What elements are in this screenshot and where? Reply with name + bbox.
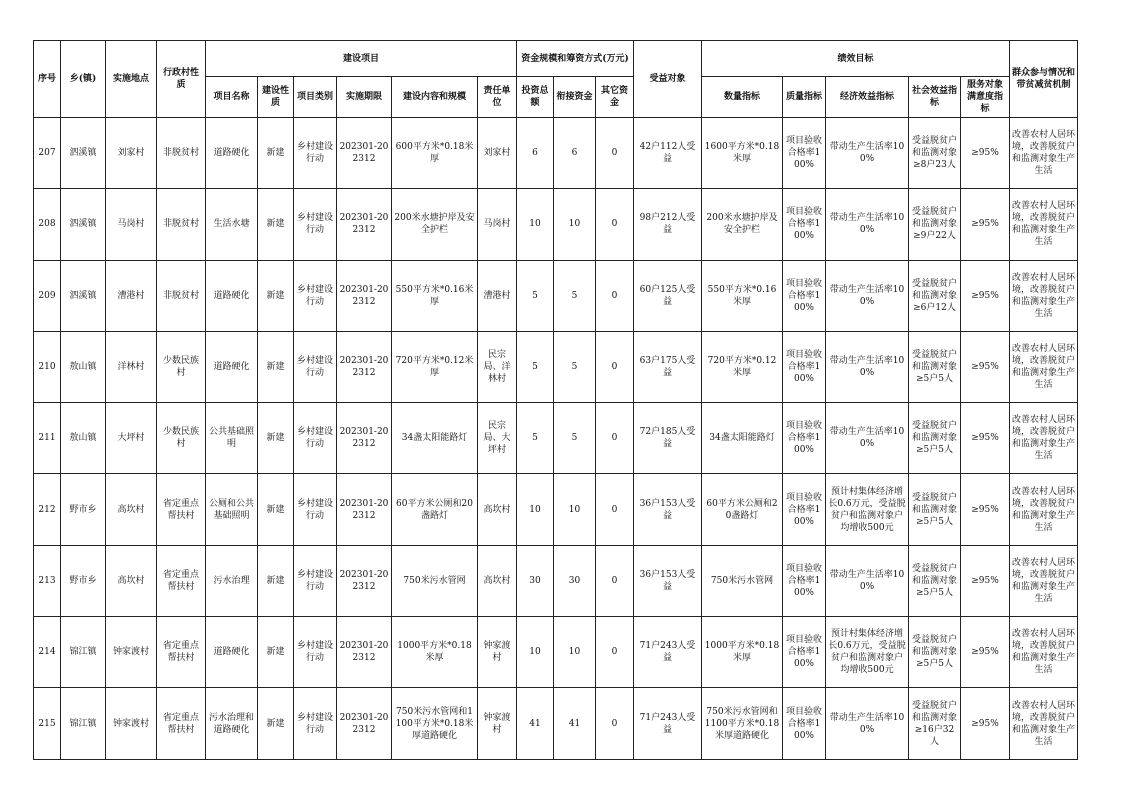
cell-linked-funds: 10 <box>554 474 596 545</box>
cell-responsible-unit: 高坎村 <box>478 545 517 616</box>
header-period: 实施期限 <box>337 77 392 118</box>
cell-content-scale: 34盏太阳能路灯 <box>392 403 478 474</box>
cell-project-name: 污水治理和道路硬化 <box>206 688 258 759</box>
cell-total-investment: 41 <box>517 688 554 759</box>
cell-quality-indicator: 项目验收合格率100% <box>783 118 826 189</box>
cell-site: 马岗村 <box>106 189 157 260</box>
cell-other-funds: 0 <box>596 118 634 189</box>
header-project-name: 项目名称 <box>206 77 258 118</box>
header-seq: 序号 <box>34 41 61 118</box>
cell-seq: 208 <box>34 189 61 260</box>
cell-linked-funds: 5 <box>554 403 596 474</box>
cell-content-scale: 600平方米*0.18米厚 <box>392 118 478 189</box>
header-funding: 资金规模和筹资方式(万元) <box>517 41 634 77</box>
cell-responsible-unit: 民宗局、大坪村 <box>478 403 517 474</box>
cell-satisfaction-indicator: ≥95% <box>961 617 1010 688</box>
cell-period: 202301-202312 <box>337 260 392 331</box>
cell-linked-funds: 5 <box>554 260 596 331</box>
cell-project-name: 公厕和公共基础照明 <box>206 474 258 545</box>
cell-project-name: 道路硬化 <box>206 118 258 189</box>
cell-period: 202301-202312 <box>337 474 392 545</box>
cell-beneficiary: 60户125人受益 <box>634 260 702 331</box>
cell-period: 202301-202312 <box>337 118 392 189</box>
cell-participation: 改善农村人居环境，改善脱贫户和监测对象生产生活 <box>1010 545 1078 616</box>
cell-project-name: 公共基础照明 <box>206 403 258 474</box>
cell-beneficiary: 98户212人受益 <box>634 189 702 260</box>
cell-linked-funds: 5 <box>554 331 596 402</box>
header-beneficiary: 受益对象 <box>634 41 702 118</box>
cell-quality-indicator: 项目验收合格率100% <box>783 189 826 260</box>
cell-quality-indicator: 项目验收合格率100% <box>783 403 826 474</box>
header-admin-nature: 行政村性质 <box>157 41 206 118</box>
cell-participation: 改善农村人居环境，改善脱贫户和监测对象生产生活 <box>1010 403 1078 474</box>
cell-other-funds: 0 <box>596 474 634 545</box>
cell-admin-nature: 非脱贫村 <box>157 260 206 331</box>
cell-township: 锦江镇 <box>61 617 106 688</box>
cell-quality-indicator: 项目验收合格率100% <box>783 617 826 688</box>
cell-period: 202301-202312 <box>337 403 392 474</box>
cell-project-name: 污水治理 <box>206 545 258 616</box>
cell-participation: 改善农村人居环境，改善脱贫户和监测对象生产生活 <box>1010 260 1078 331</box>
cell-seq: 213 <box>34 545 61 616</box>
cell-township: 野市乡 <box>61 474 106 545</box>
cell-responsible-unit: 高坎村 <box>478 474 517 545</box>
cell-beneficiary: 63户175人受益 <box>634 331 702 402</box>
cell-admin-nature: 少数民族村 <box>157 403 206 474</box>
cell-project-name: 道路硬化 <box>206 331 258 402</box>
cell-satisfaction-indicator: ≥95% <box>961 474 1010 545</box>
header-satisfaction-indicator: 服务对象满意度指标 <box>961 77 1010 118</box>
cell-participation: 改善农村人居环境，改善脱贫户和监测对象生产生活 <box>1010 617 1078 688</box>
cell-total-investment: 10 <box>517 189 554 260</box>
cell-participation: 改善农村人居环境，改善脱贫户和监测对象生产生活 <box>1010 118 1078 189</box>
cell-township: 敖山镇 <box>61 403 106 474</box>
header-other-funds: 其它资金 <box>596 77 634 118</box>
cell-economic-indicator: 带动生产生活率100% <box>826 545 909 616</box>
cell-build-nature: 新建 <box>258 617 294 688</box>
cell-participation: 改善农村人居环境，改善脱贫户和监测对象生产生活 <box>1010 688 1078 759</box>
cell-quantity-indicator: 34盏太阳能路灯 <box>702 403 783 474</box>
cell-township: 泗溪镇 <box>61 260 106 331</box>
cell-project-type: 乡村建设行动 <box>294 545 337 616</box>
cell-build-nature: 新建 <box>258 260 294 331</box>
cell-social-indicator: 受益脱贫户和监测对象≥5户5人 <box>909 545 961 616</box>
cell-build-nature: 新建 <box>258 118 294 189</box>
cell-quality-indicator: 项目验收合格率100% <box>783 545 826 616</box>
cell-responsible-unit: 马岗村 <box>478 189 517 260</box>
cell-seq: 210 <box>34 331 61 402</box>
cell-satisfaction-indicator: ≥95% <box>961 545 1010 616</box>
cell-social-indicator: 受益脱贫户和监测对象≥5户5人 <box>909 617 961 688</box>
cell-build-nature: 新建 <box>258 189 294 260</box>
cell-site: 洋林村 <box>106 331 157 402</box>
cell-township: 泗溪镇 <box>61 189 106 260</box>
cell-economic-indicator: 预计村集体经济增长0.6万元，受益脱贫户和监测对象户均增收500元 <box>826 474 909 545</box>
cell-content-scale: 60平方米公厕和20盏路灯 <box>392 474 478 545</box>
cell-admin-nature: 少数民族村 <box>157 331 206 402</box>
cell-responsible-unit: 刘家村 <box>478 118 517 189</box>
cell-beneficiary: 36户153人受益 <box>634 545 702 616</box>
cell-admin-nature: 非脱贫村 <box>157 189 206 260</box>
cell-build-nature: 新建 <box>258 474 294 545</box>
cell-other-funds: 0 <box>596 403 634 474</box>
cell-build-nature: 新建 <box>258 545 294 616</box>
header-economic-indicator: 经济效益指标 <box>826 77 909 118</box>
cell-township: 野市乡 <box>61 545 106 616</box>
cell-linked-funds: 10 <box>554 617 596 688</box>
header-participation: 群众参与情况和带贫减贫机制 <box>1010 41 1078 118</box>
cell-social-indicator: 受益脱贫户和监测对象≥5户5人 <box>909 331 961 402</box>
cell-content-scale: 750米污水管网 <box>392 545 478 616</box>
header-content-scale: 建设内容和规模 <box>392 77 478 118</box>
cell-site: 钟家渡村 <box>106 688 157 759</box>
cell-participation: 改善农村人居环境，改善脱贫户和监测对象生产生活 <box>1010 331 1078 402</box>
header-quality-indicator: 质量指标 <box>783 77 826 118</box>
cell-site: 钟家渡村 <box>106 617 157 688</box>
table-row <box>34 189 1078 260</box>
table-row <box>34 545 1078 616</box>
header-performance: 绩效目标 <box>702 41 1010 77</box>
cell-social-indicator: 受益脱贫户和监测对象≥9户22人 <box>909 189 961 260</box>
cell-other-funds: 0 <box>596 189 634 260</box>
cell-project-type: 乡村建设行动 <box>294 474 337 545</box>
cell-linked-funds: 30 <box>554 545 596 616</box>
cell-economic-indicator: 带动生产生活率100% <box>826 189 909 260</box>
table-row <box>34 118 1078 189</box>
cell-satisfaction-indicator: ≥95% <box>961 118 1010 189</box>
cell-period: 202301-202312 <box>337 331 392 402</box>
cell-quantity-indicator: 720平方米*0.12米厚 <box>702 331 783 402</box>
cell-responsible-unit: 钟家渡村 <box>478 688 517 759</box>
cell-total-investment: 5 <box>517 403 554 474</box>
cell-beneficiary: 71户243人受益 <box>634 617 702 688</box>
cell-quality-indicator: 项目验收合格率100% <box>783 474 826 545</box>
cell-quality-indicator: 项目验收合格率100% <box>783 260 826 331</box>
cell-participation: 改善农村人居环境，改善脱贫户和监测对象生产生活 <box>1010 189 1078 260</box>
cell-site: 刘家村 <box>106 118 157 189</box>
cell-admin-nature: 省定重点帮扶村 <box>157 688 206 759</box>
cell-seq: 209 <box>34 260 61 331</box>
cell-quality-indicator: 项目验收合格率100% <box>783 331 826 402</box>
cell-project-type: 乡村建设行动 <box>294 118 337 189</box>
cell-content-scale: 750米污水管网和1100平方米*0.18米厚道路硬化 <box>392 688 478 759</box>
header-township: 乡(镇) <box>61 41 106 118</box>
cell-content-scale: 550平方米*0.16米厚 <box>392 260 478 331</box>
table-row <box>34 688 1078 759</box>
cell-content-scale: 1000平方米*0.18米厚 <box>392 617 478 688</box>
cell-content-scale: 720平方米*0.12米厚 <box>392 331 478 402</box>
cell-township: 敖山镇 <box>61 331 106 402</box>
cell-beneficiary: 71户243人受益 <box>634 688 702 759</box>
project-table <box>33 40 1078 760</box>
cell-total-investment: 10 <box>517 617 554 688</box>
cell-project-name: 道路硬化 <box>206 617 258 688</box>
cell-seq: 212 <box>34 474 61 545</box>
table-row <box>34 403 1078 474</box>
cell-economic-indicator: 带动生产生活率100% <box>826 331 909 402</box>
header-site: 实施地点 <box>106 41 157 118</box>
cell-build-nature: 新建 <box>258 331 294 402</box>
cell-other-funds: 0 <box>596 331 634 402</box>
cell-quality-indicator: 项目验收合格率100% <box>783 688 826 759</box>
cell-build-nature: 新建 <box>258 403 294 474</box>
cell-period: 202301-202312 <box>337 688 392 759</box>
cell-economic-indicator: 带动生产生活率100% <box>826 118 909 189</box>
cell-social-indicator: 受益脱贫户和监测对象≥16户32人 <box>909 688 961 759</box>
cell-beneficiary: 72户185人受益 <box>634 403 702 474</box>
cell-total-investment: 5 <box>517 331 554 402</box>
table-row <box>34 260 1078 331</box>
cell-social-indicator: 受益脱贫户和监测对象≥5户5人 <box>909 474 961 545</box>
cell-other-funds: 0 <box>596 617 634 688</box>
cell-economic-indicator: 预计村集体经济增长0.6万元，受益脱贫户和监测对象户均增收500元 <box>826 617 909 688</box>
cell-project-type: 乡村建设行动 <box>294 403 337 474</box>
cell-other-funds: 0 <box>596 545 634 616</box>
cell-quantity-indicator: 750米污水管网 <box>702 545 783 616</box>
cell-township: 泗溪镇 <box>61 118 106 189</box>
cell-social-indicator: 受益脱贫户和监测对象≥6户12人 <box>909 260 961 331</box>
cell-project-type: 乡村建设行动 <box>294 617 337 688</box>
cell-township: 锦江镇 <box>61 688 106 759</box>
cell-build-nature: 新建 <box>258 688 294 759</box>
cell-seq: 211 <box>34 403 61 474</box>
cell-responsible-unit: 民宗局、洋林村 <box>478 331 517 402</box>
table-row <box>34 474 1078 545</box>
cell-seq: 215 <box>34 688 61 759</box>
cell-linked-funds: 6 <box>554 118 596 189</box>
cell-total-investment: 10 <box>517 474 554 545</box>
header-linked-funds: 衔接资金 <box>554 77 596 118</box>
cell-economic-indicator: 带动生产生活率100% <box>826 688 909 759</box>
table-body <box>34 118 1078 760</box>
header-quantity-indicator: 数量指标 <box>702 77 783 118</box>
cell-satisfaction-indicator: ≥95% <box>961 403 1010 474</box>
cell-social-indicator: 受益脱贫户和监测对象≥8户23人 <box>909 118 961 189</box>
cell-satisfaction-indicator: ≥95% <box>961 260 1010 331</box>
cell-satisfaction-indicator: ≥95% <box>961 189 1010 260</box>
cell-economic-indicator: 带动生产生活率100% <box>826 260 909 331</box>
cell-quantity-indicator: 1000平方米*0.18米厚 <box>702 617 783 688</box>
cell-responsible-unit: 钟家渡村 <box>478 617 517 688</box>
cell-quantity-indicator: 200米水塘护岸及安全护栏 <box>702 189 783 260</box>
cell-admin-nature: 省定重点帮扶村 <box>157 617 206 688</box>
header-construction-project: 建设项目 <box>206 41 517 77</box>
cell-period: 202301-202312 <box>337 545 392 616</box>
cell-quantity-indicator: 60平方米公厕和20盏路灯 <box>702 474 783 545</box>
cell-period: 202301-202312 <box>337 617 392 688</box>
cell-satisfaction-indicator: ≥95% <box>961 331 1010 402</box>
cell-social-indicator: 受益脱贫户和监测对象≥5户5人 <box>909 403 961 474</box>
cell-other-funds: 0 <box>596 688 634 759</box>
cell-site: 大坪村 <box>106 403 157 474</box>
cell-participation: 改善农村人居环境，改善脱贫户和监测对象生产生活 <box>1010 474 1078 545</box>
cell-project-type: 乡村建设行动 <box>294 331 337 402</box>
cell-admin-nature: 省定重点帮扶村 <box>157 474 206 545</box>
table-row <box>34 617 1078 688</box>
header-row-top <box>34 41 1078 77</box>
table-row <box>34 331 1078 402</box>
cell-project-name: 生活水塘 <box>206 189 258 260</box>
cell-linked-funds: 41 <box>554 688 596 759</box>
cell-economic-indicator: 带动生产生活率100% <box>826 403 909 474</box>
cell-total-investment: 5 <box>517 260 554 331</box>
header-build-nature: 建设性质 <box>258 77 294 118</box>
cell-project-type: 乡村建设行动 <box>294 189 337 260</box>
cell-total-investment: 6 <box>517 118 554 189</box>
cell-admin-nature: 省定重点帮扶村 <box>157 545 206 616</box>
cell-period: 202301-202312 <box>337 189 392 260</box>
header-social-indicator: 社会效益指标 <box>909 77 961 118</box>
cell-site: 高坎村 <box>106 474 157 545</box>
cell-beneficiary: 36户153人受益 <box>634 474 702 545</box>
cell-responsible-unit: 漕港村 <box>478 260 517 331</box>
header-total-investment: 投资总额 <box>517 77 554 118</box>
cell-content-scale: 200米水塘护岸及安全护栏 <box>392 189 478 260</box>
cell-linked-funds: 10 <box>554 189 596 260</box>
cell-project-type: 乡村建设行动 <box>294 688 337 759</box>
cell-beneficiary: 42户112人受益 <box>634 118 702 189</box>
header-responsible-unit: 责任单位 <box>478 77 517 118</box>
cell-quantity-indicator: 1600平方米*0.18米厚 <box>702 118 783 189</box>
cell-quantity-indicator: 750米污水管网和1100平方米*0.18米厚道路硬化 <box>702 688 783 759</box>
cell-admin-nature: 非脱贫村 <box>157 118 206 189</box>
header-project-type: 项目类别 <box>294 77 337 118</box>
cell-seq: 207 <box>34 118 61 189</box>
cell-total-investment: 30 <box>517 545 554 616</box>
cell-project-name: 道路硬化 <box>206 260 258 331</box>
cell-site: 漕港村 <box>106 260 157 331</box>
cell-quantity-indicator: 550平方米*0.16米厚 <box>702 260 783 331</box>
cell-other-funds: 0 <box>596 260 634 331</box>
cell-satisfaction-indicator: ≥95% <box>961 688 1010 759</box>
cell-site: 高坎村 <box>106 545 157 616</box>
cell-project-type: 乡村建设行动 <box>294 260 337 331</box>
cell-seq: 214 <box>34 617 61 688</box>
